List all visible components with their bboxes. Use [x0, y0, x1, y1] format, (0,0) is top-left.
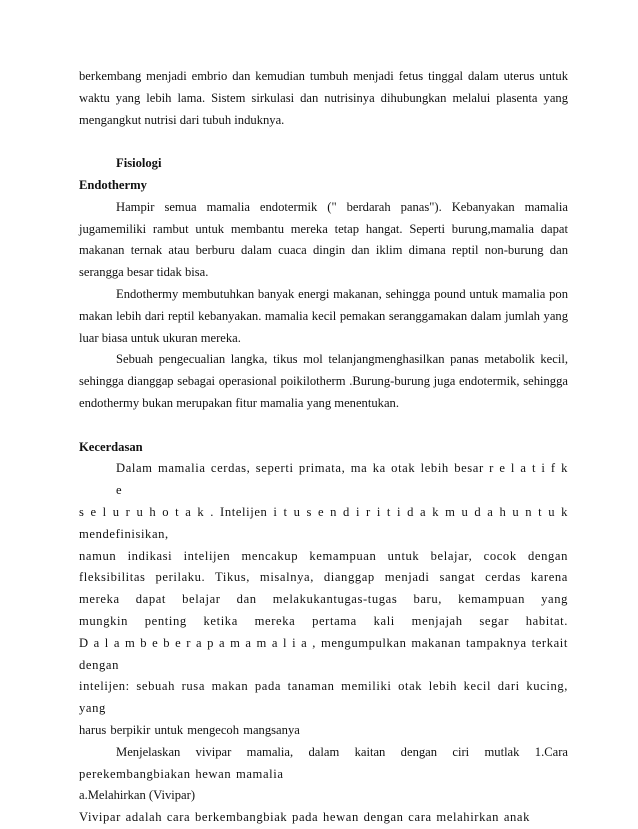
text-line: mengangkut nutrisi dari tubuh induknya.	[79, 112, 285, 127]
endothermy-paragraph-3	[79, 349, 568, 414]
text-line: D a l a m b e b e r a p a m a m a l i a , mengumpulkan makanan tampaknya terkait dengan	[79, 635, 568, 672]
text-line: makanan ternak atau berburu dalam cuaca dingin dan iklim dimana reptil non-burung dan	[79, 243, 568, 258]
text-line: sehingga dianggap sebagai operasional poikilotherm .Burung-burung juga endotermik, sehingga	[79, 374, 568, 389]
text-line: Dalam mamalia cerdas, seperti primata, ma ka otak lebih besar r e l a t i f k e	[116, 461, 568, 498]
sub-heading-vivipar: a.Melahirkan (Vivipar)	[79, 788, 196, 803]
section-heading-endothermy: Endothermy	[79, 177, 147, 192]
endothermy-paragraph-1	[79, 197, 568, 284]
text-line: mereka dapat belajar dan melakukantugas-tugas baru, kemampuan yang	[79, 592, 568, 607]
text-line: mungkin penting ketika mereka pertama kali menjajah segar habitat.	[79, 613, 568, 628]
kecerdasan-paragraph-2	[79, 742, 568, 786]
paragraph-gap	[79, 415, 568, 437]
text-line: harus berpikir untuk mengecoh mangsanya	[79, 722, 300, 737]
text-line: berkembang menjadi embrio dan kemudian tumbuh menjadi fetus tinggal dalam uterus untuk	[79, 69, 568, 83]
text-line: makan lebih dari reptil kebanyakan. mamalia kecil pemakan seranggamakan dalam jumlah yang	[79, 308, 568, 323]
paragraph-gap	[79, 131, 568, 153]
endothermy-paragraph-2	[79, 284, 568, 349]
text-line: intelijen: sebuah rusa makan pada tanaman memiliki otak lebih kecil dari kucing, yang	[79, 679, 568, 716]
kecerdasan-paragraph-1	[79, 458, 568, 741]
text-line: Sebuah pengecualian langka, tikus mol telanjangmenghasilkan panas metabolik kecil,	[116, 352, 568, 367]
text-line: namun indikasi intelijen mencakup kemampuan untuk belajar, cocok dengan	[79, 548, 568, 563]
text-line: fleksibilitas perilaku. Tikus, misalnya, dianggap menjadi sangat cerdas karena	[79, 570, 568, 585]
section-heading-fisiologi: Fisiologi	[116, 156, 162, 171]
intro-paragraph	[79, 66, 568, 131]
text-line: serangga besar tidak bisa.	[79, 265, 209, 280]
text-line: waktu yang lebih lama. Sistem sirkulasi dan nutrisinya dihubungkan melalui plasenta yang	[79, 90, 568, 105]
text-line: luar biasa untuk ukuran mereka.	[79, 330, 241, 345]
text-line: Menjelaskan vivipar mamalia, dalam kaitan dengan ciri mutlak 1.Cara	[116, 744, 568, 759]
text-line: Vivipar adalah cara berkembangbiak pada hewan dengan cara melahirkan anak	[79, 810, 530, 825]
text-line: Endothermy membutuhkan banyak energi makanan, sehingga pound untuk mamalia pon	[116, 286, 568, 301]
section-heading-kecerdasan: Kecerdasan	[79, 439, 143, 454]
text-line: jugamemiliki rambut untuk membantu mereka tetap hangat. Seperti burung,mamalia dapat	[79, 221, 568, 236]
text-line: Hampir semua mamalia endotermik (" berdarah panas"). Kebanyakan mamalia	[116, 199, 568, 214]
text-line: s e l u r u h o t a k . Intelijen i t u s e n d i r i t i d a k m u d a h u n t u k mendefinisikan,	[79, 504, 568, 541]
text-line: perekembangbiakan hewan mamalia	[79, 766, 284, 781]
text-line: endothermy bukan merupakan fitur mamalia yang menentukan.	[79, 395, 399, 410]
